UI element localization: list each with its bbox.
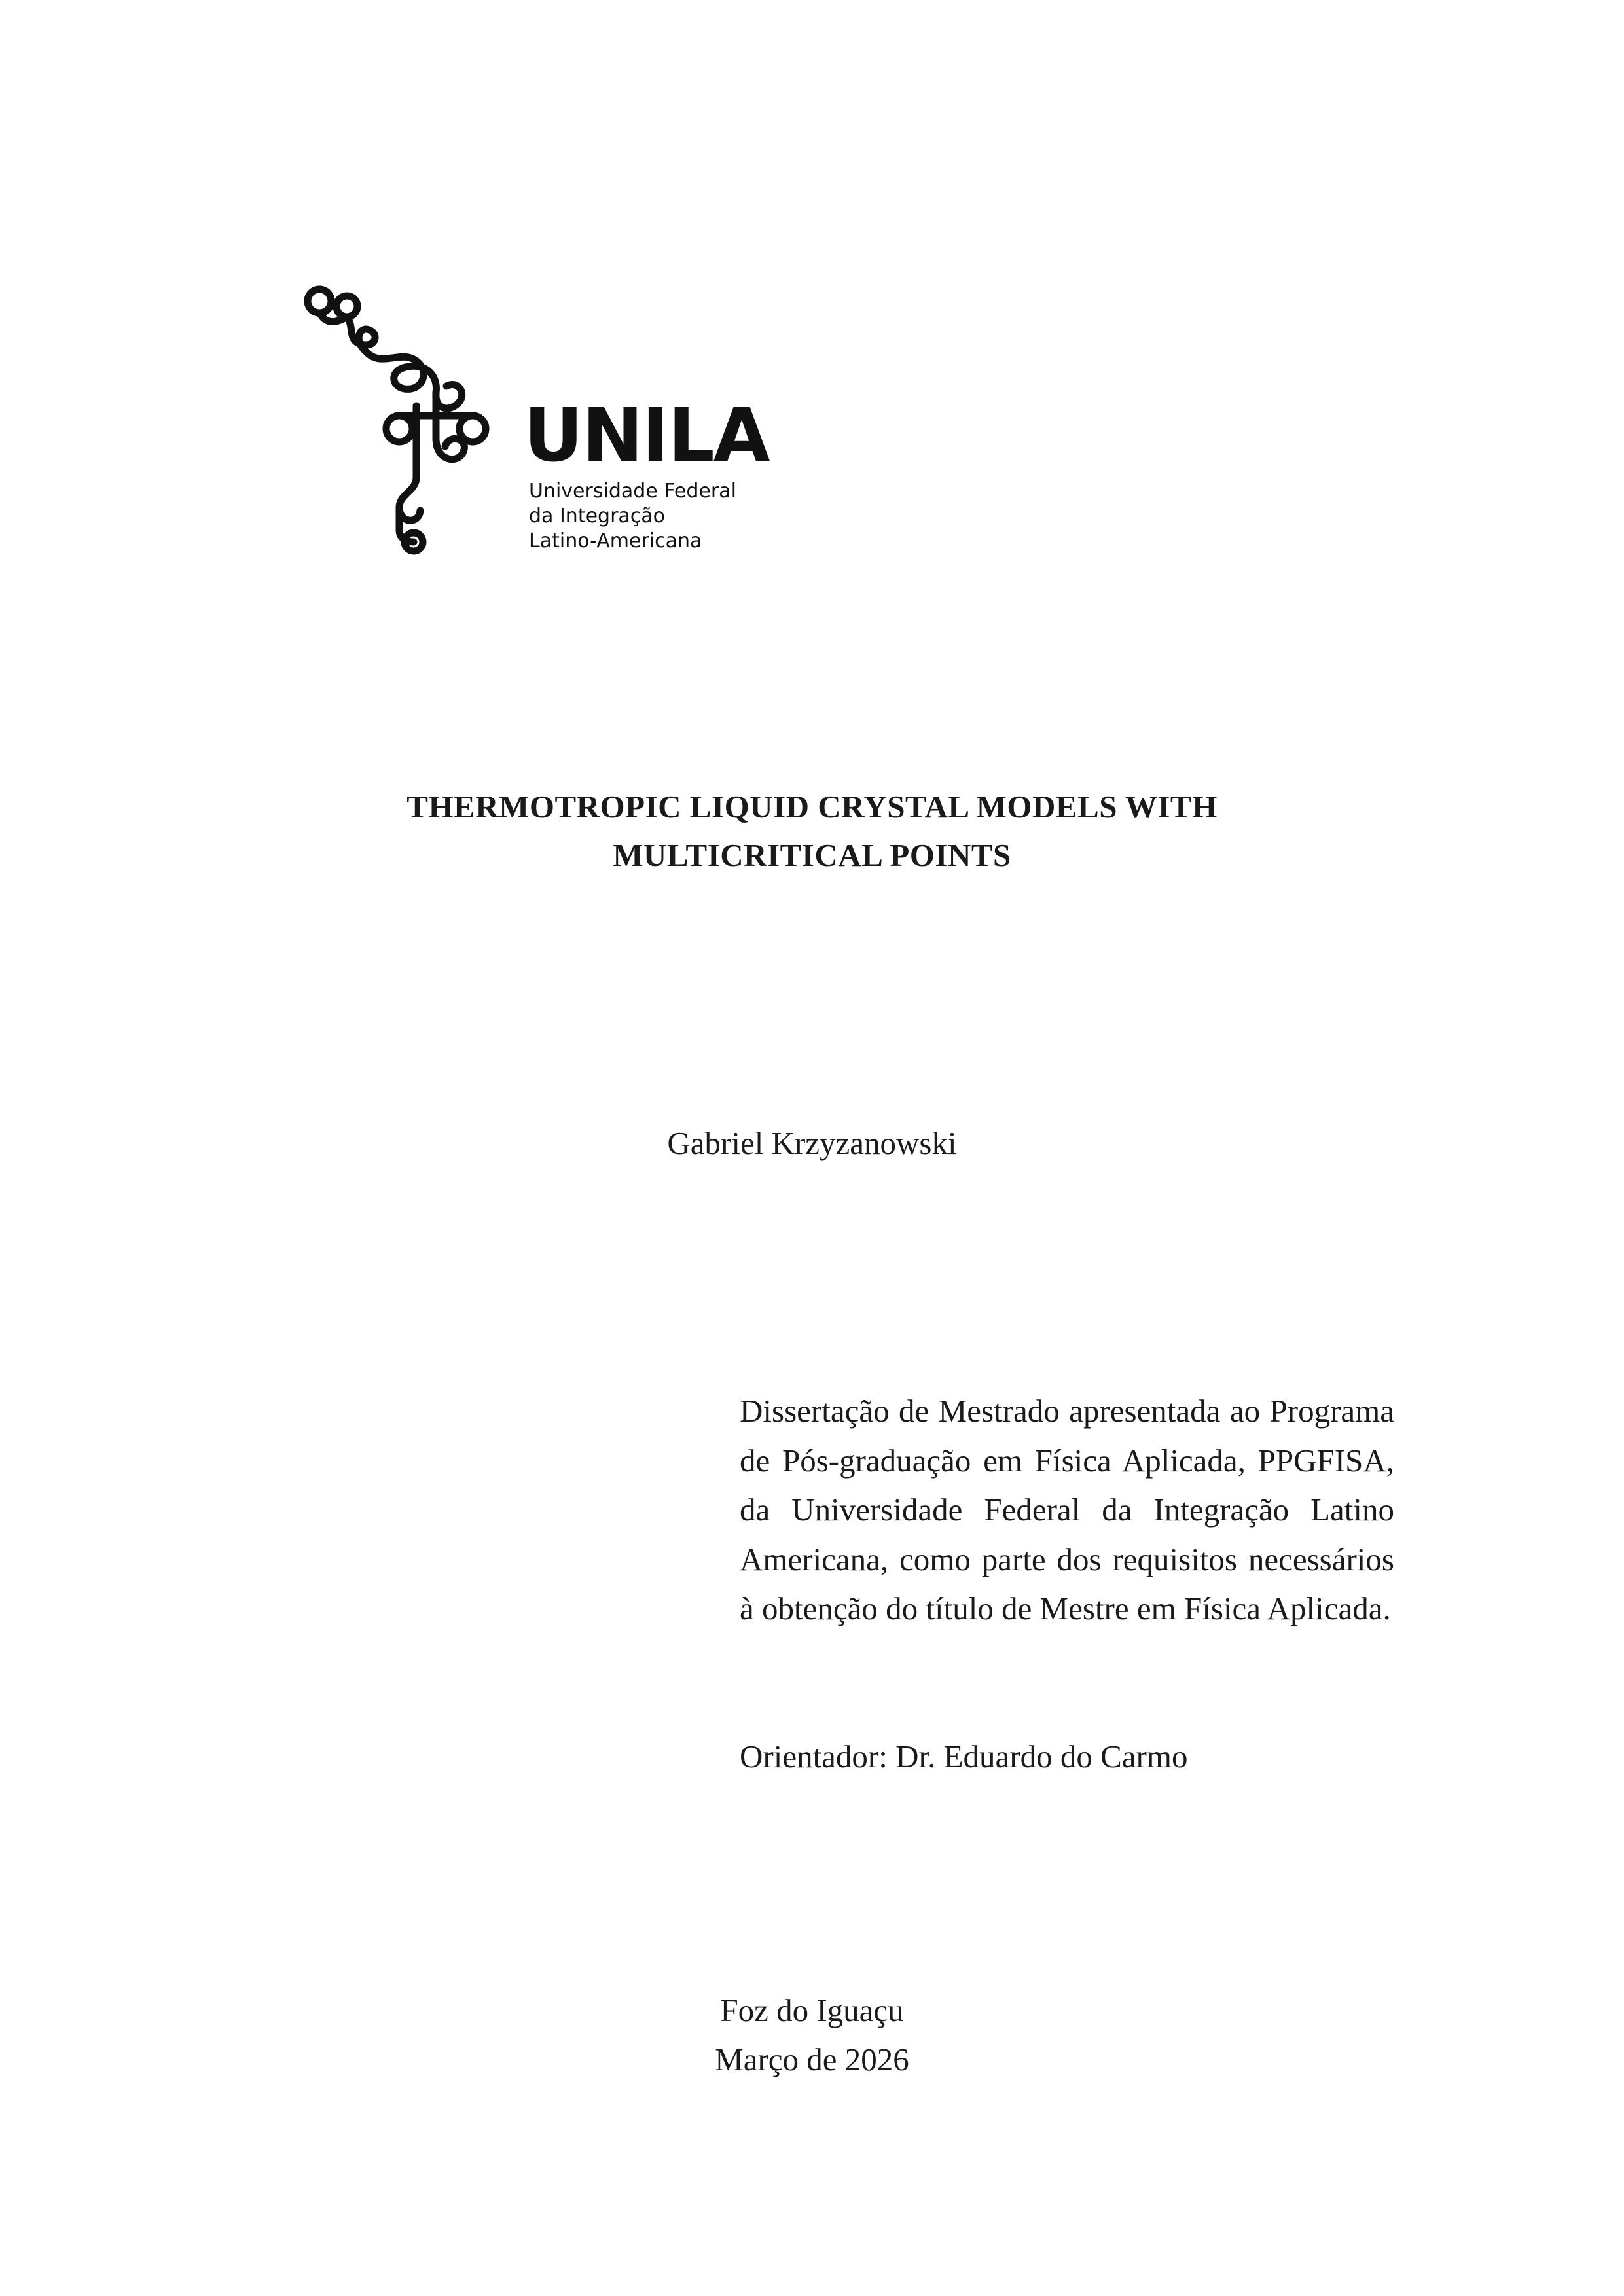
logo-subtitle-line: Universidade Federal <box>529 480 736 503</box>
author-name: Gabriel Krzyzanowski <box>667 1125 957 1161</box>
footer-city: Foz do Iguaçu <box>720 1992 904 2028</box>
thesis-title-line: THERMOTROPIC LIQUID CRYSTAL MODELS WITH <box>406 789 1218 825</box>
dissertation-description: Dissertação de Mestrado apresentada ao Programa de Pós-graduação em Física Aplicada, PPGFISA, da Universidade Federal da Integração Latino Americana, como parte dos requisitos necessários à obtenção do título de Mestre em Física Aplicada. <box>740 1393 1394 1626</box>
advisor-line: Orientador: Dr. Eduardo do Carmo <box>740 1738 1188 1774</box>
footer-date: Março de 2026 <box>715 2041 909 2077</box>
logo-subtitle <box>529 479 736 554</box>
logo-wordmark: UNILA <box>524 393 769 478</box>
cover-footer <box>196 1986 1428 2084</box>
university-logo <box>301 281 769 556</box>
unila-logo-icon <box>301 281 497 556</box>
thesis-title-line: MULTICRITICAL POINTS <box>613 837 1011 873</box>
thesis-title <box>196 783 1428 880</box>
logo-subtitle-line: da Integração <box>529 505 666 528</box>
logo-subtitle-line: Latino-Americana <box>529 529 702 552</box>
